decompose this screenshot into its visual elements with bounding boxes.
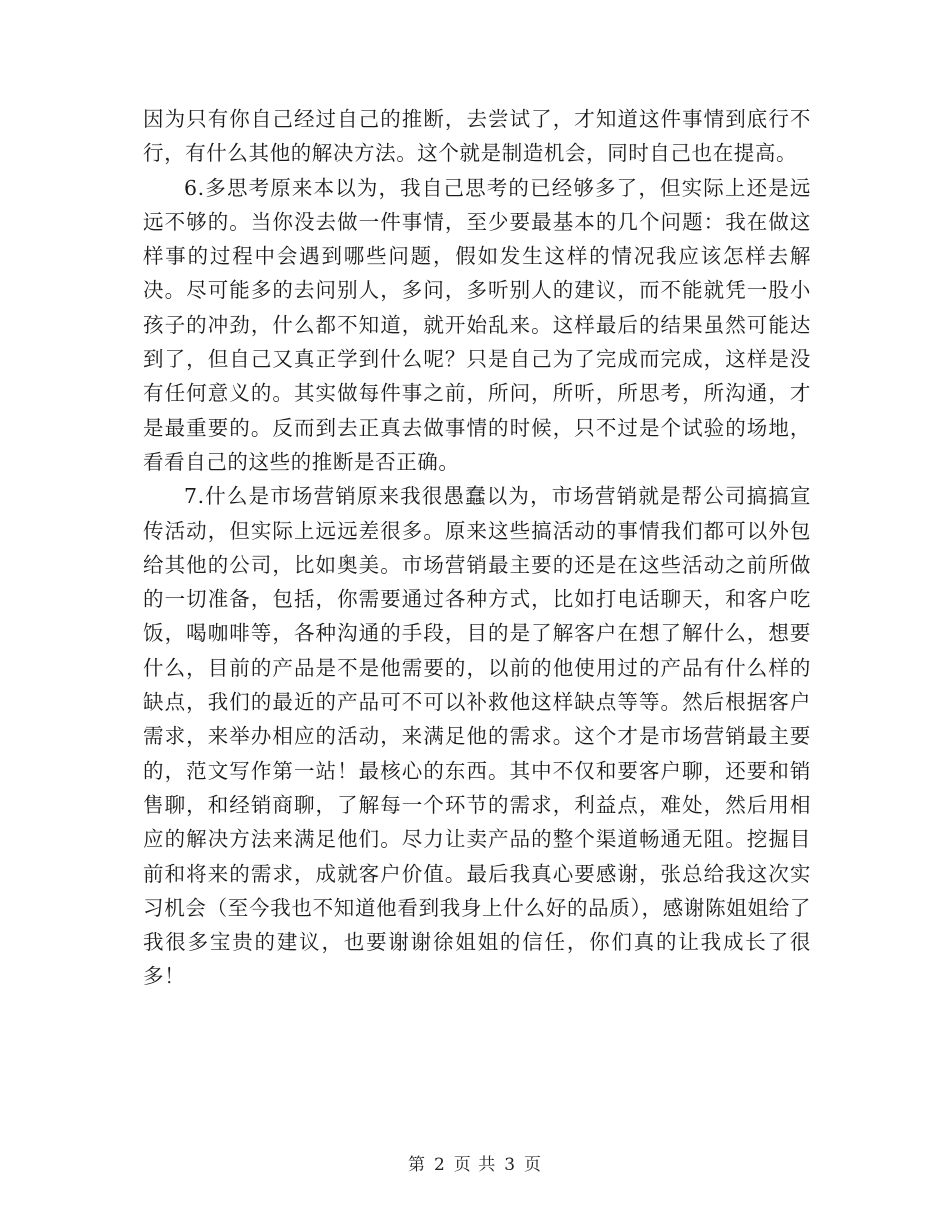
current-page-number: 2: [433, 1155, 446, 1175]
total-pages-number: 3: [504, 1155, 517, 1175]
paragraph-section-7: 7.什么是市场营销原来我很愚蠢以为，市场营销就是帮公司搞搞宣传活动，但实际上远远差很多。原来这些搞活动的事情我们都可以外包给其他的公司，比如奥美。市场营销最主要的还是在这些活动之前所做的一切准备，包括，你需要通过各种方式，比如打电话聊天，和客户吃饭，喝咖啡等，各种沟通的手段，目的是了解客户在想了解什么，想要什么，目前的产品是不是他需要的，以前的他使用过的产品有什么样的缺点，我们的最近的产品可不可以补救他这样缺点等等。然后根据客户需求，来举办相应的活动，来满足他的需求。这个才是市场营销最主要的，范文写作第一站！最核心的东西。其中不仅和要客户聊，还要和销售聊，和经销商聊，了解每一个环节的需求，利益点，难处，然后用相应的解决方法来满足他们。尽力让卖产品的整个渠道畅通无阻。挖掘目前和将来的需求，成就客户价值。最后我真心要感谢，张总给我这次实习机会（至今我也不知道他看到我身上什么好的品质），感谢陈姐姐给了我很多宝贵的建议，也要谢谢徐姐姐的信任，你们真的让我成长了很多！: [143, 484, 811, 989]
footer-suffix: 页: [524, 1155, 543, 1175]
paragraph-continuation: 因为只有你自己经过自己的推断，去尝试了，才知道这件事情到底行不行，有什么其他的解决方法。这个就是制造机会，同时自己也在提高。: [143, 107, 811, 166]
footer-mid: 页 共: [453, 1155, 497, 1175]
paragraph-section-6: 6.多思考原来本以为，我自己思考的已经够多了，但实际上还是远远不够的。当你没去做一件事情，至少要最基本的几个问题：我在做这样事的过程中会遇到哪些问题，假如发生这样的情况我应该怎样去解决。尽可能多的去问别人，多问，多听别人的建议，而不能就凭一股小孩子的冲劲，什么都不知道，就开始乱来。这样最后的结果虽然可能达到了，但自己又真正学到什么呢？只是自己为了完成而完成，这样是没有任何意义的。其实做每件事之前，所问，所听，所思考，所沟通，才是最重要的。反而到去正真去做事情的时候，只不过是个试验的场地，看看自己的这些的推断是否正确。: [143, 175, 811, 474]
page-footer: [0, 1150, 950, 1175]
document-body: [143, 102, 811, 994]
footer-prefix: 第: [407, 1155, 426, 1175]
